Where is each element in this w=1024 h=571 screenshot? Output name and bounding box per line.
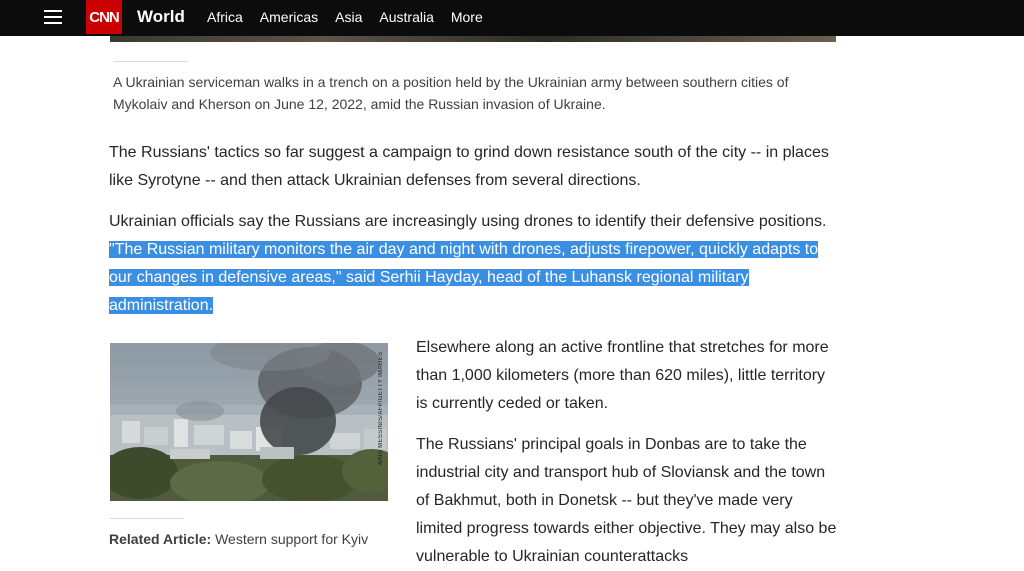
nav-link-americas[interactable]: Americas	[259, 9, 319, 25]
nav-link-more[interactable]: More	[450, 9, 483, 25]
caption-divider	[113, 61, 188, 62]
related-article	[109, 529, 399, 549]
section-title-world[interactable]: World	[137, 7, 185, 26]
paragraph-lead-text: Ukrainian officials say the Russians are increasingly using drones to identify their defensive positions.	[109, 213, 827, 230]
nav-link-asia[interactable]: Asia	[335, 9, 363, 25]
nav-link-australia[interactable]: Australia	[379, 9, 434, 25]
photo-illustration	[110, 343, 388, 501]
photo-credit: ARIS MESSINIS/AFP/GETTY IMAGES	[378, 351, 384, 465]
nav-link-africa[interactable]: Africa	[207, 9, 243, 25]
article-paragraph-highlighted	[109, 208, 839, 320]
top-nav-bar	[0, 0, 1024, 36]
related-divider	[110, 518, 184, 519]
hero-image-bottom-edge	[110, 36, 836, 42]
region-nav	[207, 9, 500, 25]
menu-icon[interactable]	[44, 8, 62, 26]
article-paragraph: The Russians' tactics so far suggest a campaign to grind down resistance south of the city -- in places like Syrotyne -- and then attack Ukrainian defenses from several directions.	[109, 144, 829, 189]
cnn-logo[interactable]: CNN	[86, 0, 122, 34]
image-caption: A Ukrainian serviceman walks in a trench on a position held by the Ukrainian army between southern cities of Mykolaiv and Kherson on June 12, 2022, amid the Russian invasion of Ukraine.	[113, 74, 789, 112]
related-article-label: Related Article:	[109, 531, 212, 547]
related-article-link[interactable]: Western support for Kyiv	[215, 531, 369, 547]
article-paragraph: The Russians' principal goals in Donbas are to take the industrial city and transport hub of Sloviansk and the town of Bakhmut, both in Donetsk -- but they've made very limited progress towards either objective. They may also be vulnerable to Ukrainian counterattacks	[416, 436, 837, 565]
smoke-over-city-photo[interactable]	[110, 343, 388, 501]
article-paragraph: Elsewhere along an active frontline that stretches for more than 1,000 kilometers (more than 620 miles), little territory is currently ceded or taken.	[416, 339, 829, 412]
selected-quote-text[interactable]: "The Russian military monitors the air day and night with drones, adjusts firepower, quickly adapts to our changes in defensive areas," said Serhii Hayday, head of the Luhansk regional military administration.	[109, 241, 819, 314]
